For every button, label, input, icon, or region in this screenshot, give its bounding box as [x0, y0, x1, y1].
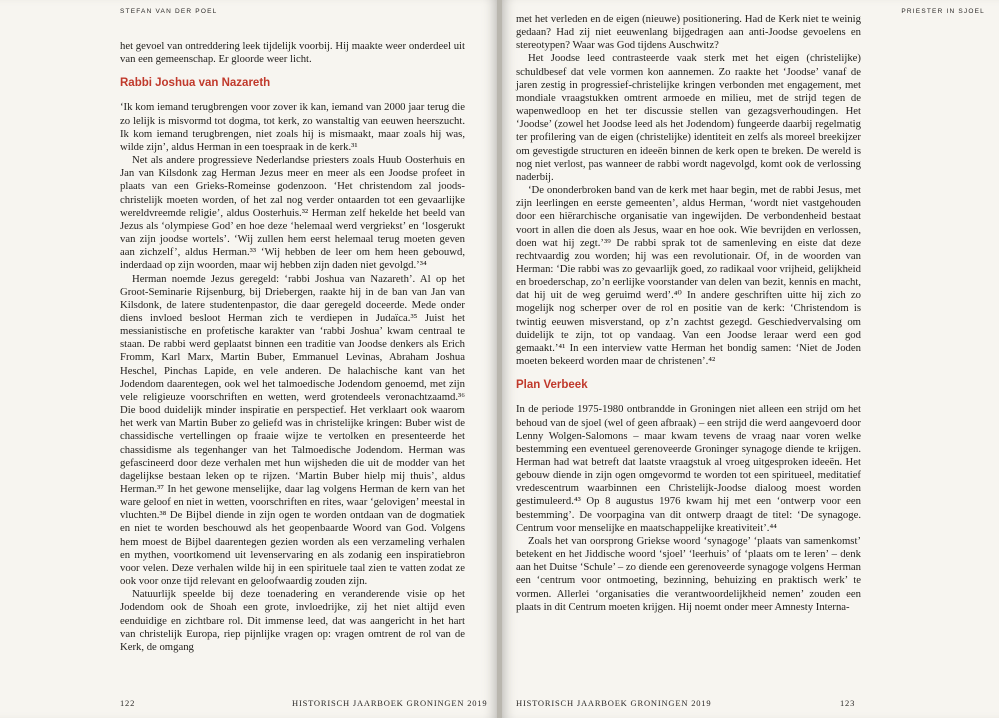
page-number-left: 122 — [120, 698, 136, 708]
paragraph: Natuurlijk speelde bij deze toenadering en veranderende visie op het Jodendom ook de Shoah een grote, invloedrijke, zij het niet altijd even eenduidige en zichtbare rol. Dit immense leed, dat was aangericht in het hart van christelijk Europa, riep pijnlijke vragen op: vragen omtrent de rol van de Kerk, de omgang — [120, 588, 465, 653]
running-head-right: PRIESTER IN SJOEL — [901, 8, 985, 15]
running-head-left: STEFAN VAN DER POEL — [120, 8, 218, 15]
paragraph: ‘Ik kom iemand terugbrengen voor zover ik kan, iemand van 2000 jaar terug die zo lelijk is misvormd tot dogma, tot kerk, zo wanstaltig van eeuwen heerszucht. Ik kom iemand terugbrengen, niet zoals hij is mismaakt, maar zoals hij was, wilde zijn’, aldus Herman in een toespraak in de kerk.³¹ — [120, 101, 465, 153]
journal-title-left: HISTORISCH JAARBOEK GRONINGEN 2019 — [292, 698, 488, 708]
right-page — [502, 0, 999, 718]
paragraph: Zoals het van oorsprong Griekse woord ‘synagoge’ ‘plaats van samenkomst’ betekent en het Jiddische woord ‘sjoel’ ‘leerhuis’ of ‘plaats om te leren’ – denk aan het Duitse ‘Schule’ – zo diende een gerenoveerde synagoge volgens Herman een ‘centrum voor ontmoeting, bezinning, behuizing en praktisch werk’ te vormen. Allerlei ‘organisaties die verantwoordelijkheid nemen’ zouden een plaats in dit Centrum moeten krijgen. Hij noemt onder meer Amnesty Interna- — [516, 534, 861, 613]
paragraph: Net als andere progressieve Nederlandse priesters zoals Huub Oosterhuis en Jan van Kilsdonk zag Herman Jezus meer en meer als een Joodse profeet in plaats van een Grieks-Romeinse godenzoon. ‘Het christendom zal joods-christelijk moeten worden, of het zal nog verder ontaarden tot een gevaarlijke wereldvreemde religie’, aldus Oosterhuis.³² Herman zelf hekelde het beeld van Jezus als ‘olympiese God’ en hoe deze ‘helemaal werd vergriekst’ en ‘losgerukt van zijn joodse wortels’. ‘Wij zullen hem eerst helemaal terug moeten geven aan zichzelf’, aldus Herman.³³ ‘Wij hebben de leer om hem heen gebouwd, inderdaad op zijn woorden, maar wij hebben zijn daden niet gevolgd.’³⁴ — [120, 154, 465, 272]
left-page-body — [120, 40, 465, 654]
section-heading: Rabbi Joshua van Nazareth — [120, 77, 271, 90]
journal-title-right: HISTORISCH JAARBOEK GRONINGEN 2019 — [516, 698, 712, 708]
left-page — [0, 0, 497, 718]
page-number-right: 123 — [840, 698, 856, 708]
paragraph: Het Joodse leed contrasteerde vaak sterk met het eigen (christelijke) schuldbesef dat vele vormen kon aannemen. Zo raakte het ‘Joodse’ vanaf de jaren zestig in progressief-christelijke kringen verbonden met engagement, met mondiale vraagstukken omtrent armoede en milieu, met de strijd tegen de wapenwedloop en het ter discussie stellen van gezagsverhoudingen. Het ‘Joodse’ (zowel het Joodse leed als het Jodendom) fungeerde daarbij regelmatig ter profilering van de eigen (christelijke) identiteit en zelfs als moreel breekijzer om gevestigde structuren en ideeën binnen de kerk open te breken. De wereld is nog niet verlost, pas wanneer de rabbi wordt nagevolgd, komt ook de verlossing naderbij. — [516, 52, 861, 183]
paragraph: In de periode 1975-1980 ontbrandde in Groningen niet alleen een strijd om het behoud van de sjoel (wel of geen afbraak) – een strijd die werd aangevoerd door Lenny Wolgen-Salomons – maar kwam tevens de vraag naar voren welke bestemming een eventueel gerenoveerde Groninger synagoge diende te krijgen. Herman had wat betreft dat laatste vraagstuk al vroeg uitgesproken ideeën. Het gebouw diende in zijn ogen omgevormd te worden tot een spiritueel, meditatief vredescentrum waarbinnen een Christelijk-Joodse dialoog moest worden gestimuleerd.⁴³ Op 8 augustus 1976 kwam hij met een ‘ontwerp voor een bestemming’. De voorpagina van dit ontwerp draagt de titel: ‘De synagoge. Centrum voor menselijke en maatschappelijke kreativiteit’.⁴⁴ — [516, 403, 861, 534]
paragraph: het gevoel van ontreddering leek tijdelijk voorbij. Hij maakte weer onderdeel uit van een gemeenschap. Er gloorde weer licht. — [120, 40, 465, 66]
paragraph: Herman noemde Jezus geregeld: ‘rabbi Joshua van Nazareth’. Al op het Groot-Seminarie Rijsenburg, bij Driebergen, raakte hij in de ban van Jan van Kilsdonk, de latere studentenpastor, die daar geregeld doceerde. Mede onder diens invloed besloot Herman zich te verdiepen in Judaïca.³⁵ Juist het messianistische en profetische karakter van ‘rabbi Joshua’ kwam centraal te staan. De rabbi werd geplaatst binnen een traditie van Joodse denkers als Erich Fromm, Karl Marx, Martin Buber, Emmanuel Levinas, Abraham Joshua Heschel, Pinchas Lapide, en vele anderen. De halachische kant van het Jodendom daarentegen, ook wel het talmoedische Jodendom genoemd, met zijn vele religieuze voorschriften en wetten, werd grotendeels veronachtzaamd.³⁶ Die bood duidelijk minder inspiratie en perspectief. Het verklaart ook waarom het werk van Martin Buber zo geliefd was in christelijke kringen: Buber wist de chassidische vertellingen op fraaie wijze te vertolken en presenteerde het chassidisme als tegenhanger van het Talmoedische Jodendom. Herman was gefascineerd door deze verhalen met hun wijsheden die uit de modder van het dagelijkse bestaan leken op te rijzen. ‘Martin Buber hielp mij thuis’, aldus Herman.³⁷ In het gewone menselijke, daar lag volgens Herman de kern van het ware geloof en niet in wetten, voorschriften en rites, waar ‘gelovigen’ meestal in vluchten.³⁸ De Bijbel diende in zijn ogen te worden ontdaan van de dogmatiek en niet te worden beschouwd als het geopenbaarde Woord van God. Volgens hem moest de Bijbel daarentegen gezien worden als een verzameling verhalen en mythen, voortkomend uit levenservaring en als zodanig een inspiratiebron voor velen. Deze verhalen wilde hij in een spirituele taal zien te vatten zodat ze ook voor onze tijd relevant en geloofwaardig zouden zijn. — [120, 272, 465, 588]
section-heading: Plan Verbeek — [516, 379, 588, 392]
right-page-body — [516, 13, 861, 614]
paragraph: ‘De ononderbroken band van de kerk met haar begin, met de rabbi Jesus, met zijn leerlingen en eerste gemeenten’, aldus Herman, ‘wordt niet vastgehouden door een hiërarchische organisatie van ingewijden. De verbondenheid bestaat voort in allen die doen als Jesus, waar en hoe ook. Wie bevrijden en verlossen, doen wat hij zegt.’³⁹ De rabbi sprak tot de samenleving en eiste dat deze rechtvaardig zou worden; hij was een revolutionair. Of, in de woorden van Herman: ‘Die rabbi was zo gevaarlijk goed, zo radikaal voor vrijheid, gelijkheid en broederschap, zo’n eerlijke voorstander van delen van bezit, kennis en macht, dat hij uit de weg geruimd werd’.⁴⁰ In andere geschriften uitte hij zich zo mogelijk nog scherper over de rol en positie van de kerk: ‘Christendom is twintig eeuwen misverstand, op z’n zachtst gezegd. Geschiedvervalsing om duidelijk te zijn, tot op vandaag. Van een Joodse leraar werd een god gemaakt.’⁴¹ In een interview vatte Herman het bondig samen: ‘Niet de Joden moeten bekeerd worden maar de christenen’.⁴² — [516, 184, 861, 368]
paragraph: met het verleden en de eigen (nieuwe) positionering. Had de Kerk niet te weinig gedaan? Had zij niet eeuwenlang bijgedragen aan anti-Joodse gevoelens en stereotypen? Waar was God tijdens Auschwitz? — [516, 13, 861, 52]
